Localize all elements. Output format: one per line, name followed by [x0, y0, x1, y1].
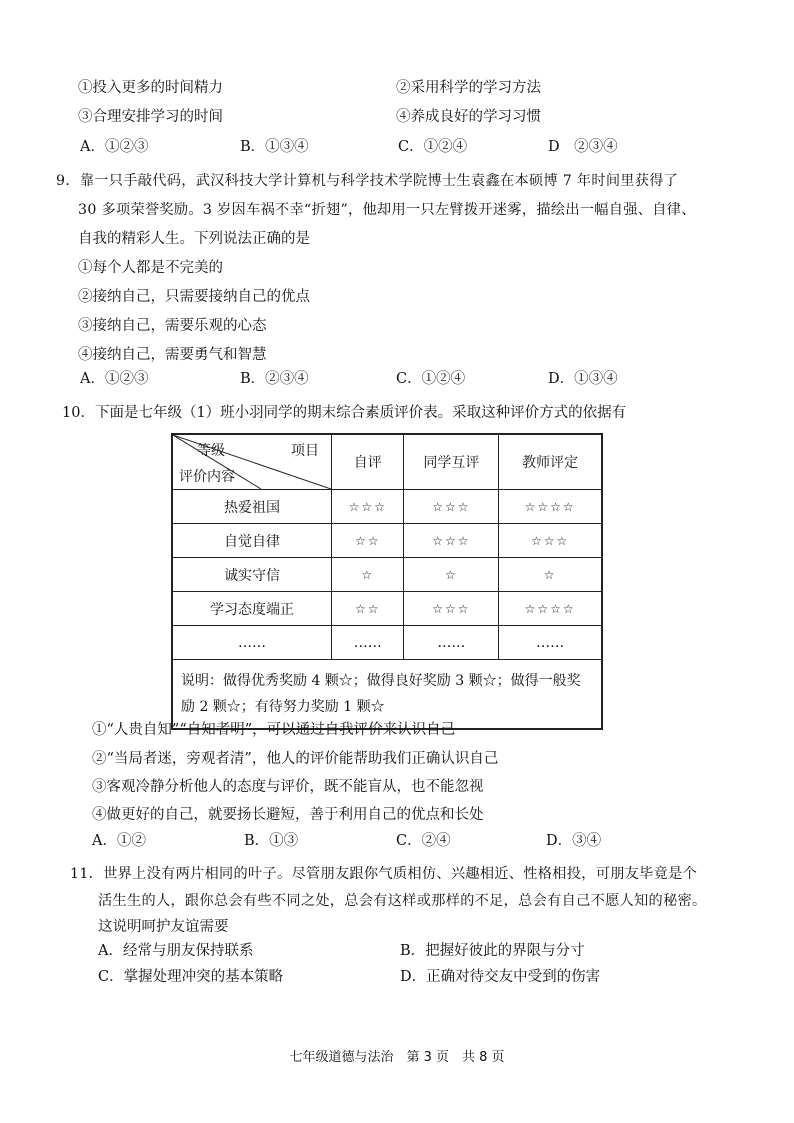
rating-cell: ☆☆: [332, 592, 404, 626]
q8-option-4: ④养成良好的学习习惯: [396, 109, 541, 125]
column-header-peer: 同学互评: [404, 434, 499, 490]
q8-choice-c: C．①②④: [398, 139, 468, 155]
rating-cell: ☆: [332, 558, 404, 592]
q8-option-3: ③合理安排学习的时间: [78, 109, 223, 125]
q11-stem-line-3: 这说明呵护友谊需要: [98, 919, 229, 935]
column-header-teacher: 教师评定: [499, 434, 602, 490]
page-footer: 七年级道德与法治 第 3 页 共 8 页: [289, 1050, 505, 1065]
table-row: [172, 592, 602, 626]
evaluation-table: [171, 433, 603, 730]
q11-choice-a: A．经常与朋友保持联系: [98, 943, 254, 959]
q10-choice-a: A．①②: [92, 833, 146, 849]
rating-cell: ☆☆: [332, 524, 404, 558]
corner-content-label: 评价内容: [179, 469, 235, 485]
row-label: 诚实守信: [172, 558, 332, 592]
table-row: [172, 490, 602, 524]
table-row: [172, 524, 602, 558]
q10-option-2: ②“当局者迷，旁观者清”，他人的评价能帮助我们正确认识自己: [92, 751, 499, 767]
q11-choice-b: B．把握好彼此的界限与分寸: [400, 943, 585, 959]
rating-cell: ……: [404, 626, 499, 660]
q10-option-3: ③客观冷静分析他人的态度与评价，既不能盲从，也不能忽视: [92, 779, 484, 795]
q8-option-2: ②采用科学的学习方法: [396, 80, 541, 96]
table-note: 说明：做得优秀奖励 4 颗☆；做得良好奖励 3 颗☆；做得一般奖励 2 颗☆；有待努力奖励 1 颗☆: [172, 660, 602, 730]
rating-cell: ☆☆☆: [332, 490, 404, 524]
rating-cell: ☆: [404, 558, 499, 592]
q9-choice-d: D．①③④: [548, 371, 618, 387]
corner-item-label: 项目: [291, 443, 319, 459]
q10-choice-d: D．③④: [546, 833, 602, 849]
rating-cell: ☆☆☆☆: [499, 592, 602, 626]
rating-cell: ……: [499, 626, 602, 660]
table-header-row: [172, 434, 602, 490]
q11-choice-d: D．正确对待交友中受到的伤害: [400, 969, 601, 985]
corner-level-label: 等级: [197, 443, 225, 459]
table-row: [172, 558, 602, 592]
row-label: 热爱祖国: [172, 490, 332, 524]
row-label: ……: [172, 626, 332, 660]
q11-stem-line-1: 11．世界上没有两片相同的叶子。尽管朋友跟你气质相仿、兴趣相近、性格相投，可朋友毕竟是个: [70, 866, 698, 882]
q9-stem-line-2: 30 多项荣誉奖励。3 岁因车祸不幸“折翅”，他却用一只左臂拨开迷雾，描绘出一幅自强、自律、: [78, 202, 696, 218]
q10-stem: 10．下面是七年级（1）班小羽同学的期末综合素质评价表。采取这种评价方式的依据有: [62, 405, 627, 421]
rating-cell: ☆☆☆☆: [499, 490, 602, 524]
q9-option-2: ②接纳自己，只需要接纳自己的优点: [78, 289, 310, 305]
rating-cell: ☆☆☆: [499, 524, 602, 558]
table-row: [172, 626, 602, 660]
q10-choice-b: B．①③: [244, 833, 299, 849]
rating-cell: ……: [332, 626, 404, 660]
rating-cell: ☆☆☆: [404, 592, 499, 626]
q8-option-1: ①投入更多的时间精力: [78, 80, 223, 96]
table-corner-cell: [172, 434, 332, 490]
rating-cell: ☆☆☆: [404, 490, 499, 524]
q9-stem-line-1: 9．靠一只手敲代码，武汉科技大学计算机与科学技术学院博士生袁鑫在本硕博 7 年时间里获得了: [56, 173, 679, 189]
q10-choice-c: C．②④: [396, 833, 451, 849]
row-label: 自觉自律: [172, 524, 332, 558]
q8-choice-a: A．①②③: [80, 139, 149, 155]
q11-choice-c: C．掌握处理冲突的基本策略: [98, 969, 284, 985]
q9-choice-a: A．①②③: [80, 371, 149, 387]
column-header-self: 自评: [332, 434, 404, 490]
q10-option-4: ④做更好的自己，就要扬长避短，善于利用自己的优点和长处: [92, 807, 484, 823]
q8-choice-d: D ②③④: [548, 139, 618, 155]
table-note-row: [172, 660, 602, 730]
rating-cell: ☆☆☆: [404, 524, 499, 558]
q11-stem-line-2: 活生生的人，跟你总会有些不同之处，总会有这样或那样的不足，总会有自己不愿人知的秘密。: [98, 893, 707, 909]
q8-choice-b: B．①③④: [240, 139, 309, 155]
q9-option-3: ③接纳自己，需要乐观的心态: [78, 318, 267, 334]
row-label: 学习态度端正: [172, 592, 332, 626]
rating-cell: ☆: [499, 558, 602, 592]
q10-option-1: ①“人贵自知”“自知者明”，可以通过自我评价来认识自己: [92, 722, 456, 738]
q9-option-4: ④接纳自己，需要勇气和智慧: [78, 347, 267, 363]
q9-stem-line-3: 自我的精彩人生。下列说法正确的是: [78, 231, 310, 247]
q9-option-1: ①每个人都是不完美的: [78, 260, 223, 276]
q9-choice-b: B．②③④: [240, 371, 309, 387]
q9-choice-c: C．①②④: [396, 371, 466, 387]
